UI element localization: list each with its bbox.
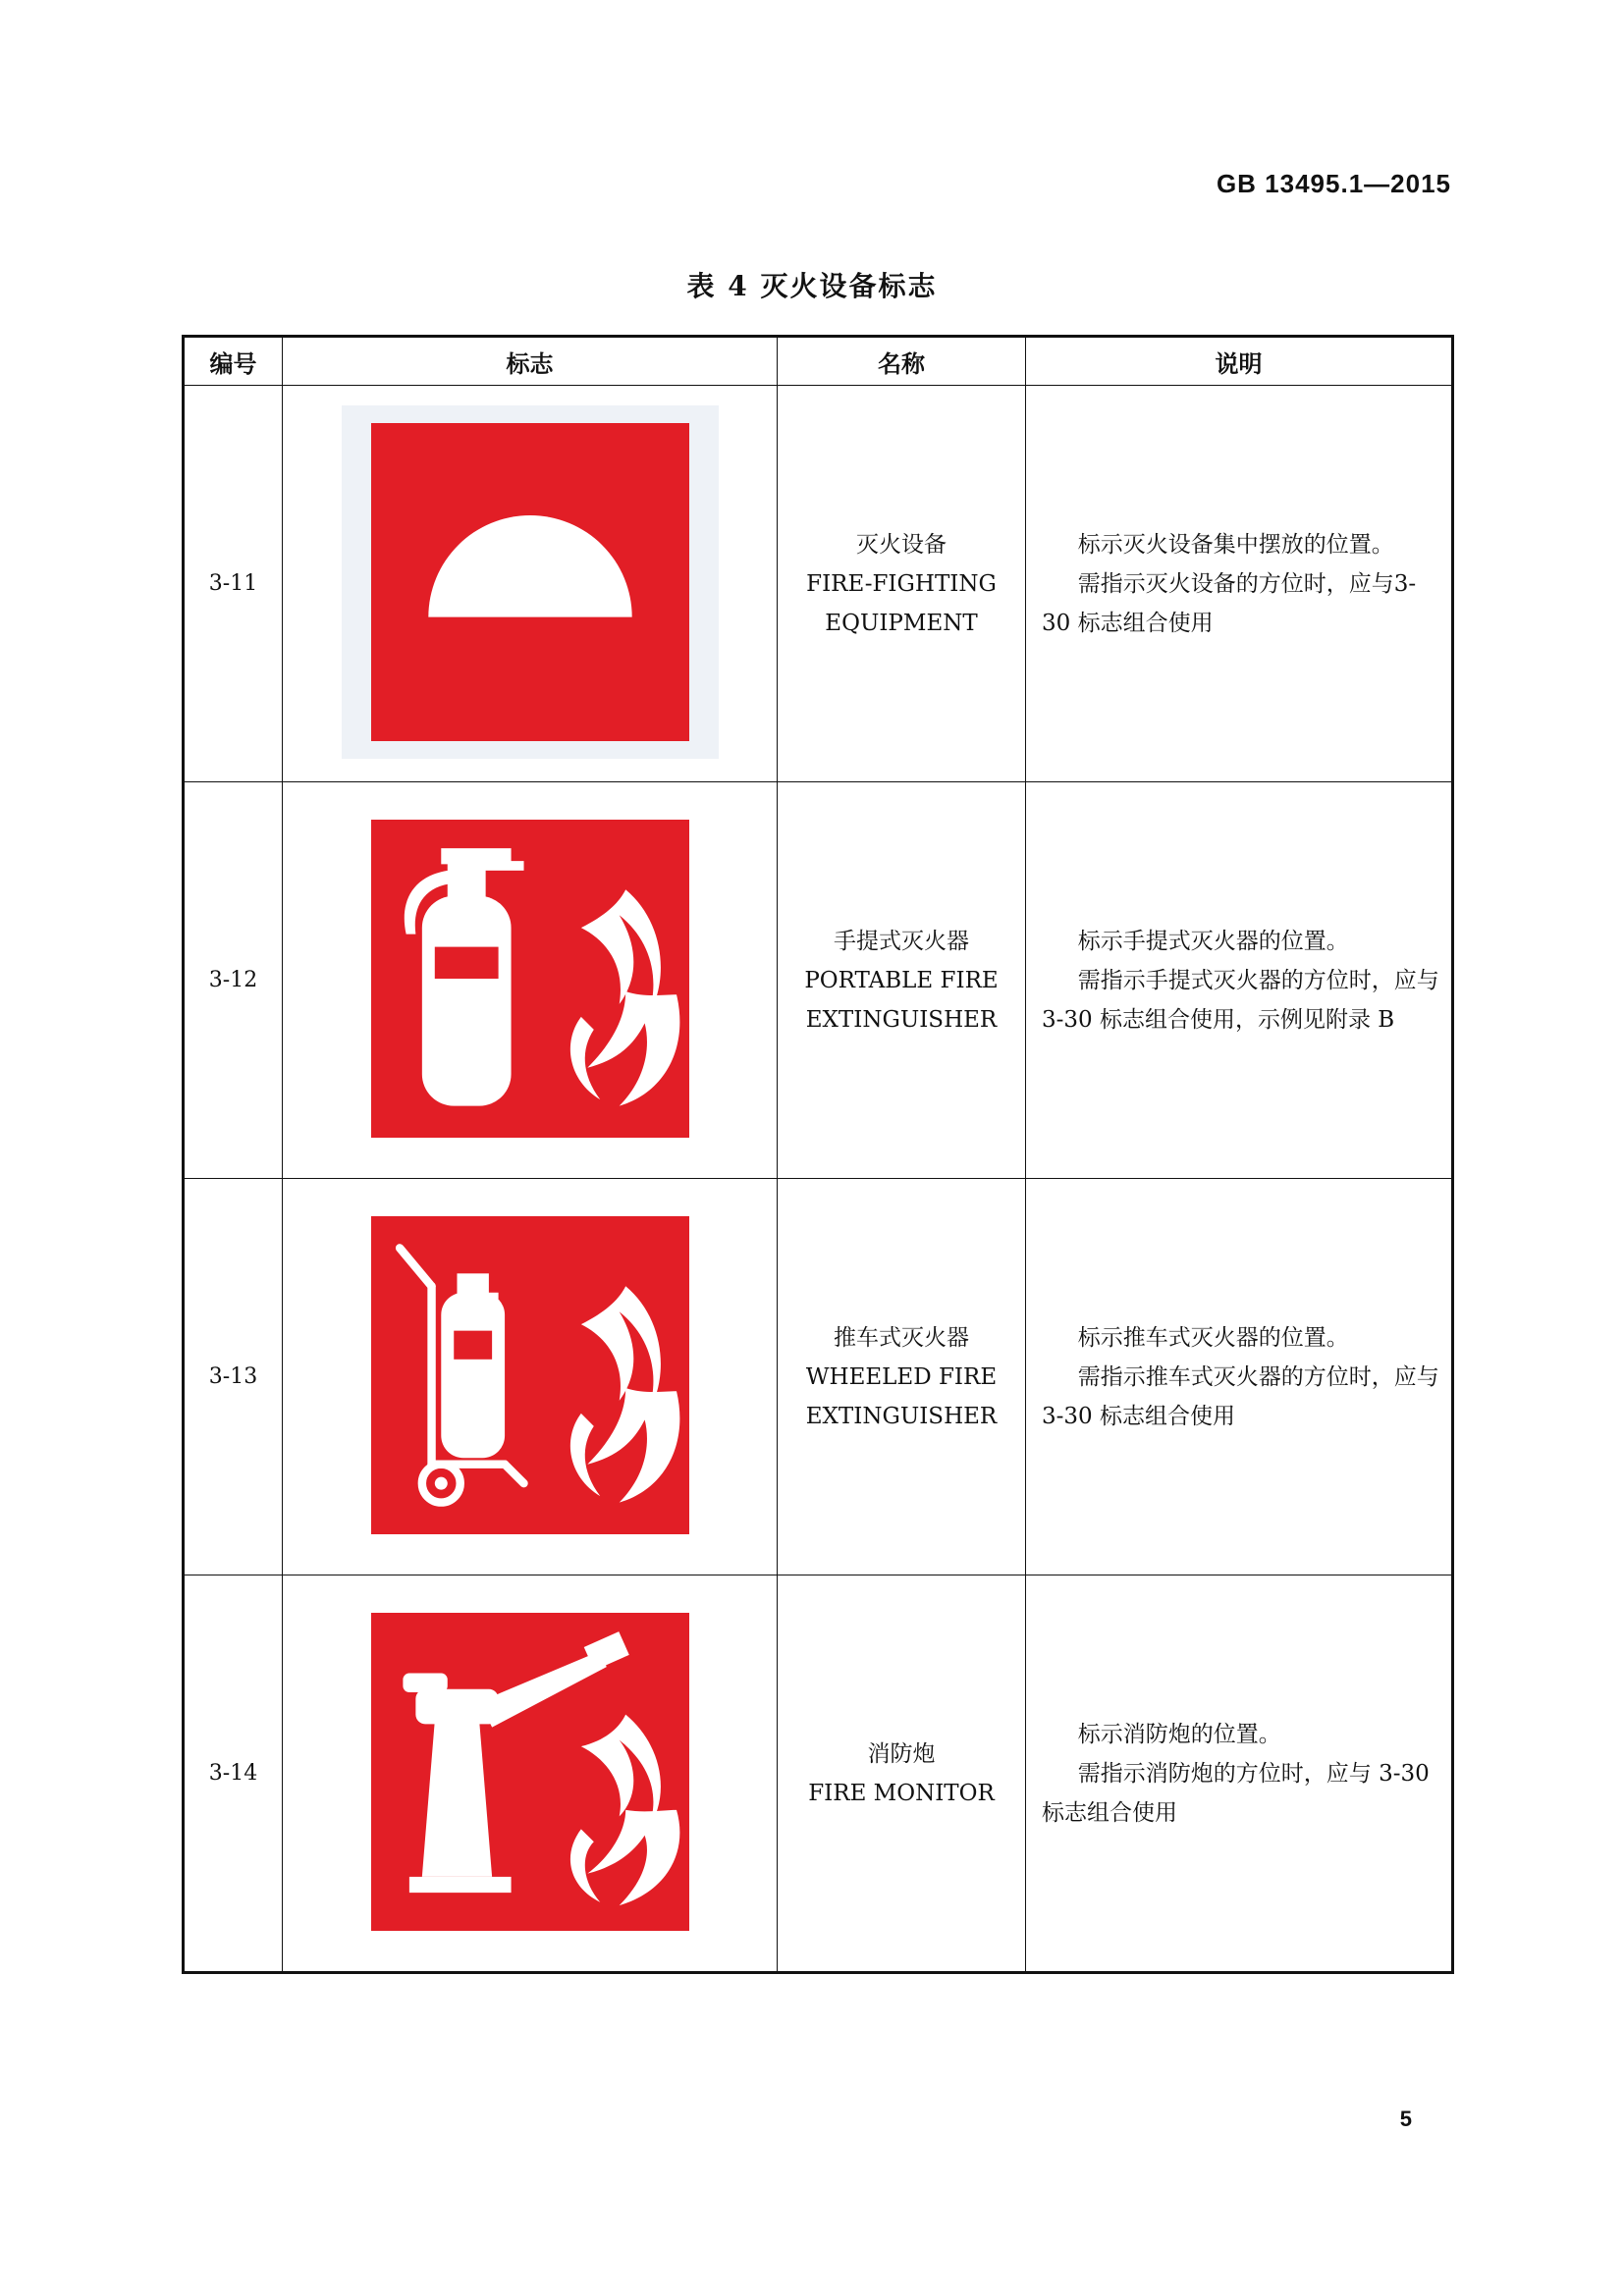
sign-cell — [283, 1575, 778, 1973]
sign-name-cn: 灭火设备 — [856, 531, 947, 558]
sign-name-en: EXTINGUISHER — [805, 1403, 998, 1429]
description-line: 标示推车式灭火器的位置。 — [1077, 1324, 1349, 1351]
sign-cell — [283, 1179, 778, 1575]
sign-name — [778, 1575, 1026, 1973]
page-number: 5 — [1399, 2107, 1412, 2131]
sign-image-frame — [342, 802, 719, 1155]
description-line: 标示手提式灭火器的位置。 — [1077, 928, 1349, 954]
column-header-name: 名称 — [778, 337, 1026, 386]
sign-name-cn: 消防炮 — [867, 1740, 936, 1767]
description-line: 标示消防炮的位置。 — [1077, 1721, 1281, 1747]
fire-monitor-icon — [371, 1613, 689, 1931]
sign-description — [1026, 386, 1453, 782]
sign-name-en: WHEELED FIRE — [805, 1363, 998, 1390]
sign-cell — [283, 782, 778, 1179]
sign-name-en: FIRE MONITOR — [808, 1780, 995, 1806]
table-row — [184, 386, 1453, 782]
sign-cell — [283, 386, 778, 782]
sign-description — [1026, 1575, 1453, 1973]
fire-fighting-equipment-icon — [371, 423, 689, 741]
sign-number: 3-14 — [184, 1575, 283, 1973]
table-caption: 表 4 灭火设备标志 — [686, 270, 938, 302]
sign-name — [778, 782, 1026, 1179]
column-header-description: 说明 — [1026, 337, 1453, 386]
sign-number: 3-13 — [184, 1179, 283, 1575]
column-header-sign: 标志 — [283, 337, 778, 386]
sign-image-frame — [342, 1199, 719, 1552]
sign-number: 3-11 — [184, 386, 283, 782]
sign-image-frame — [342, 405, 719, 759]
table-row — [184, 782, 1453, 1179]
description-line: 标示灭火设备集中摆放的位置。 — [1077, 531, 1394, 558]
sign-name-cn: 手提式灭火器 — [834, 928, 969, 954]
sign-image-frame — [342, 1595, 719, 1949]
sign-name-en: FIRE-FIGHTING — [806, 570, 997, 597]
fire-equipment-signs-table — [182, 335, 1454, 1974]
sign-name — [778, 1179, 1026, 1575]
description-line: 需指示推车式灭火器的方位时，应与 3-30 标志组合使用 — [1042, 1363, 1439, 1429]
table-row — [184, 1575, 1453, 1973]
table-header-row — [184, 337, 1453, 386]
sign-name-en: EQUIPMENT — [825, 610, 978, 636]
description-line: 需指示灭火设备的方位时，应与3-30 标志组合使用 — [1042, 570, 1417, 636]
column-header-number: 编号 — [184, 337, 283, 386]
sign-description — [1026, 1179, 1453, 1575]
sign-name-en: PORTABLE FIRE — [804, 967, 999, 993]
portable-fire-extinguisher-icon — [371, 820, 689, 1138]
sign-number: 3-12 — [184, 782, 283, 1179]
description-line: 需指示消防炮的方位时，应与 3-30 标志组合使用 — [1042, 1760, 1430, 1826]
sign-description — [1026, 782, 1453, 1179]
sign-name-cn: 推车式灭火器 — [834, 1324, 969, 1351]
standard-code: GB 13495.1—2015 — [1216, 169, 1451, 198]
description-line: 需指示手提式灭火器的方位时，应与 3-30 标志组合使用，示例见附录 B — [1042, 967, 1439, 1033]
table-row — [184, 1179, 1453, 1575]
wheeled-fire-extinguisher-icon — [371, 1216, 689, 1534]
sign-name — [778, 386, 1026, 782]
sign-name-en: EXTINGUISHER — [805, 1006, 998, 1033]
